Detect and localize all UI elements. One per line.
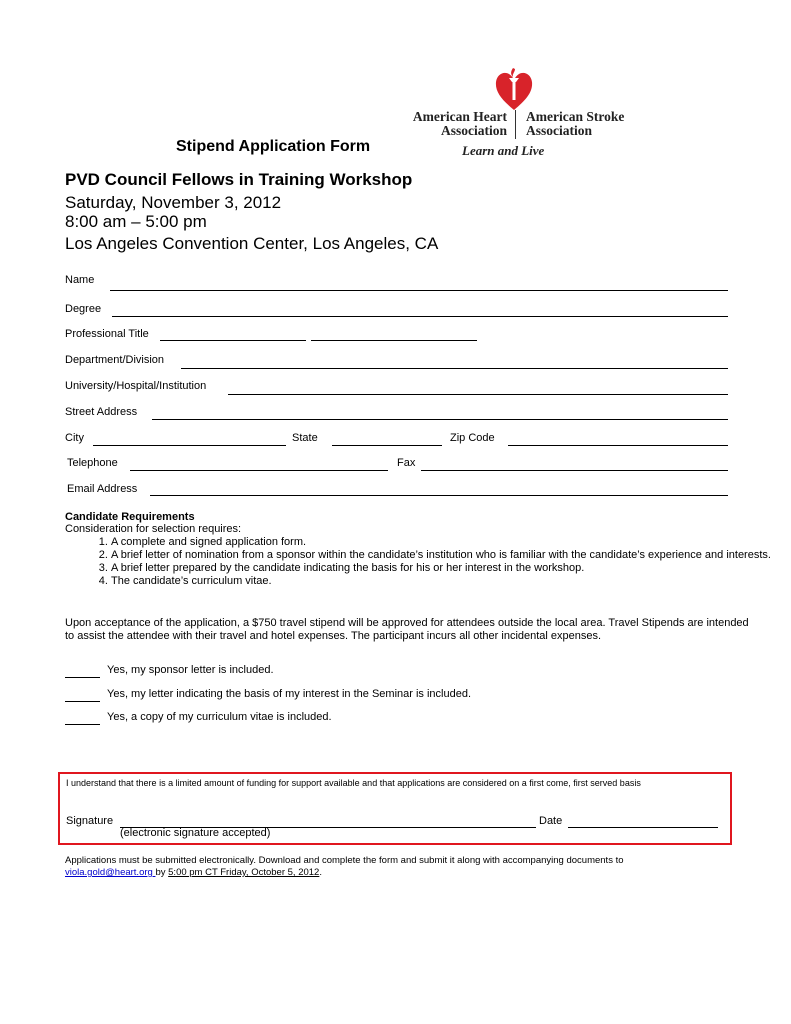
agreement-text: I understand that there is a limited amount of funding for support available and that applications are considered on a first come, first served basis (66, 778, 641, 788)
requirement-item: 1. A complete and signed application form. (111, 536, 791, 549)
requirement-item: 3. A brief letter prepared by the candidate indicating the basis for his or her interest in the workshop. (111, 562, 791, 575)
interest-letter-text: Yes, my letter indicating the basis of my interest in the Seminar is included. (107, 688, 471, 700)
heart-torch-icon (494, 66, 534, 112)
event-location: Los Angeles Convention Center, Los Angeles, CA (65, 234, 439, 253)
requirements-list (65, 536, 791, 588)
fax-label: Fax (397, 457, 416, 469)
zip-field[interactable] (508, 445, 728, 446)
sponsor-letter-text: Yes, my sponsor letter is included. (107, 664, 274, 676)
sponsor-letter-check[interactable] (65, 677, 100, 678)
telephone-label: Telephone (67, 457, 118, 469)
cv-check[interactable] (65, 724, 100, 725)
email-field[interactable] (150, 495, 728, 496)
name-label: Name (65, 274, 95, 286)
degree-field[interactable] (112, 316, 728, 317)
signature-label: Signature (66, 815, 114, 827)
submission-instructions (65, 855, 755, 879)
aha-line-2: Association (440, 123, 507, 138)
aha-logo (392, 66, 652, 166)
professional-title-field-1[interactable] (160, 340, 306, 341)
event-date: Saturday, November 3, 2012 (65, 193, 282, 212)
city-field[interactable] (93, 445, 286, 446)
requirements-intro: Consideration for selection requires: (65, 523, 242, 535)
asa-org-name (526, 110, 646, 138)
instructions-period: . (319, 867, 322, 878)
requirement-item: 2. A brief letter of nomination from a sponsor within the candidate’s institution who is familiar with the candidate’s experience and interests. (111, 549, 791, 562)
agreement-box (58, 772, 732, 845)
state-label: State (292, 432, 318, 444)
aha-line-1: American Heart (412, 109, 507, 124)
workshop-title: PVD Council Fellows in Training Workshop (65, 170, 413, 189)
logo-divider (515, 110, 516, 139)
department-label: Department/Division (65, 354, 165, 366)
department-field[interactable] (181, 368, 728, 369)
zip-label: Zip Code (450, 432, 495, 444)
name-field[interactable] (110, 290, 728, 291)
date-label: Date (539, 815, 563, 827)
aha-org-name (394, 110, 507, 138)
cv-text: Yes, a copy of my curriculum vitae is included. (107, 711, 332, 723)
logo-tagline: Learn and Live (462, 143, 545, 158)
signature-note: (electronic signature accepted) (120, 827, 271, 839)
event-time: 8:00 am – 5:00 pm (65, 212, 207, 231)
instructions-text: Applications must be submitted electronically. Download and complete the form and submit it along with accompanying documents to (65, 855, 624, 866)
instructions-by: by (155, 867, 169, 878)
street-label: Street Address (65, 406, 138, 418)
requirement-item: 4. The candidate’s curriculum vitae. (111, 575, 791, 588)
professional-title-field-2[interactable] (311, 340, 477, 341)
deadline-text: 5:00 pm CT Friday, October 5, 2012 (168, 867, 320, 878)
asa-line-1: American Stroke (526, 109, 625, 124)
street-field[interactable] (152, 419, 728, 420)
institution-field[interactable] (228, 394, 728, 395)
asa-line-2: Association (526, 123, 593, 138)
city-label: City (65, 432, 84, 444)
requirements-heading: Candidate Requirements (65, 511, 195, 523)
institution-label: University/Hospital/Institution (65, 380, 207, 392)
email-label: Email Address (67, 483, 138, 495)
professional-title-label: Professional Title (65, 328, 149, 340)
form-title: Stipend Application Form (176, 138, 371, 155)
state-field[interactable] (332, 445, 442, 446)
date-field[interactable] (568, 827, 718, 828)
fax-field[interactable] (421, 470, 728, 471)
telephone-field[interactable] (130, 470, 388, 471)
interest-letter-check[interactable] (65, 701, 100, 702)
stipend-paragraph: Upon acceptance of the application, a $750 travel stipend will be approved for attendees outside the local area. Travel Stipends are intended to assist the attendee with their travel and hotel expenses. The participant incurs all other incidental expenses. (65, 617, 749, 642)
contact-email-link[interactable]: viola.gold@heart.org (65, 867, 156, 878)
degree-label: Degree (65, 303, 102, 315)
